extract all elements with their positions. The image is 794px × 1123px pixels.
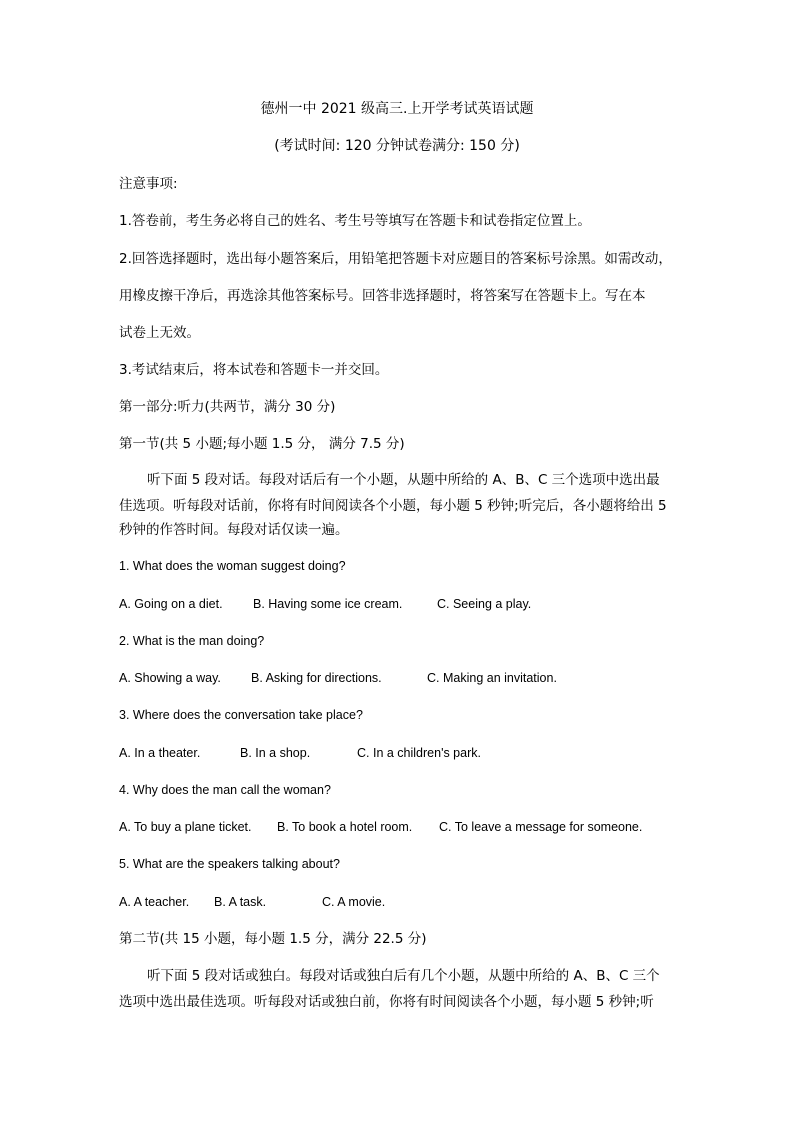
question-4-option-b: B. To book a hotel room. <box>277 820 413 834</box>
question-3-option-b: B. In a shop. <box>240 746 311 760</box>
question-4-option-c: C. To leave a message for someone. <box>439 820 643 834</box>
notes-item-2-line-3: 试卷上无效。 <box>119 325 200 341</box>
section1-instruction-line-3: 秒钟的作答时间。每段对话仅读一遍。 <box>119 522 349 538</box>
question-5: 5. What are the speakers talking about? <box>119 857 340 871</box>
exam-subtitle: (考试时间: 120 分钟试卷满分: 150 分) <box>274 138 520 154</box>
exam-title: 德州一中 2021 级高三.上开学考试英语试题 <box>260 101 534 117</box>
part1-heading: 第一部分:听力(共两节，满分 30 分) <box>119 399 336 415</box>
question-2-option-a: A. Showing a way. <box>119 671 221 685</box>
notes-heading: 注意事项: <box>119 176 178 192</box>
notes-item-2-line-1: 2.回答选择题时，选出每小题答案后，用铅笔把答题卡对应题目的答案标号涂黑。如需改动， <box>119 251 672 267</box>
section2-instruction-line-1: 听下面 5 段对话或独白。每段对话或独白后有几个小题，从题中所给的 A、B、C 三个 <box>147 968 660 984</box>
notes-item-1: 1.答卷前，考生务必将自己的姓名、考生号等填写在答题卡和试卷指定位置上。 <box>119 213 591 229</box>
question-5-option-b: B. A task. <box>214 895 267 909</box>
notes-item-3: 3.考试结束后，将本试卷和答题卡一并交回。 <box>119 362 389 378</box>
question-1-option-b: B. Having some ice cream. <box>253 597 403 611</box>
section1-instruction-line-1: 听下面 5 段对话。每段对话后有一个小题，从题中所给的 A、B、C 三个选项中选出最 <box>147 472 660 488</box>
question-5-option-a: A. A teacher. <box>119 895 190 909</box>
question-2: 2. What is the man doing? <box>119 634 265 648</box>
section2-heading: 第二节(共 15 小题，每小题 1.5 分，满分 22.5 分) <box>119 931 427 947</box>
question-4-option-a: A. To buy a plane ticket. <box>119 820 252 834</box>
question-1: 1. What does the woman suggest doing? <box>119 559 346 573</box>
question-2-option-c: C. Making an invitation. <box>427 671 557 685</box>
question-4: 4. Why does the man call the woman? <box>119 783 331 797</box>
question-3-option-a: A. In a theater. <box>119 746 201 760</box>
section2-instruction-line-2: 选项中选出最佳选项。听每段对话或独白前，你将有时间阅读各个小题，每小题 5 秒钟;听 <box>119 994 654 1010</box>
question-1-option-a: A. Going on a diet. <box>119 597 223 611</box>
question-1-option-c: C. Seeing a play. <box>437 597 532 611</box>
notes-item-2-line-2: 用橡皮擦干净后，再选涂其他答案标号。回答非选择题时，将答案写在答题卡上。写在本 <box>119 288 646 304</box>
question-5-option-c: C. A movie. <box>322 895 386 909</box>
question-3: 3. Where does the conversation take place? <box>119 708 363 722</box>
section1-instruction-line-2: 佳选项。听每段对话前，你将有时间阅读各个小题，每小题 5 秒钟;听完后，各小题将给出 5 <box>119 498 667 514</box>
section1-heading: 第一节(共 5 小题;每小题 1.5 分， 满分 7.5 分) <box>119 436 405 452</box>
question-3-option-c: C. In a children's park. <box>357 746 481 760</box>
question-2-option-b: B. Asking for directions. <box>251 671 382 685</box>
